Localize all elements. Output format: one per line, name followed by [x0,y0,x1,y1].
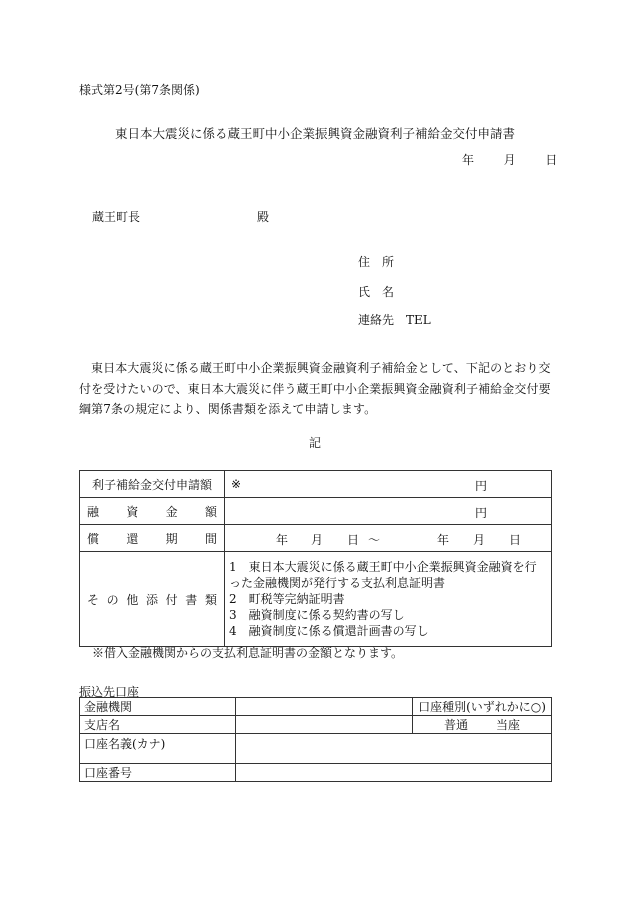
period-month-start: 月 [311,533,324,547]
transfer-account-title: 振込先口座 [79,685,140,699]
date-line [462,151,557,168]
label-char: 付 [165,592,178,607]
label-char: 添 [145,592,158,607]
account-number-field[interactable] [236,764,552,782]
list-item: 1 東日本大震災に係る蔵王町中小企業振興資金融資を行った金融機関が発行する支払利息証明書 [229,560,537,590]
branch-field[interactable] [236,716,413,734]
application-body-text: 東日本大震災に係る蔵王町中小企業振興資金融資利子補給金として、下記のとおり交付を受けたいので、東日本大震災に伴う蔵王町中小企業振興資金融資利子補給金交付要綱第7条の規定により、関係書類を添えて申請します。 [79,361,551,416]
label-char: そ [87,592,100,607]
period-tilde: ～ [368,533,381,547]
table-row [80,498,552,525]
addressee-name: 蔵王町長 [92,210,141,224]
account-type-label: 口座種別(いずれかに○) [413,698,552,716]
list-item: 3 融資制度に係る契約書の写し [229,608,405,622]
applicant-contact [358,311,431,328]
period-day-end: 日 [509,533,522,547]
application-detail-table [79,470,552,647]
branch-label: 支店名 [80,716,236,734]
label-char: 融 [87,504,100,519]
list-item: 2 町税等完納証明書 [229,592,345,606]
bank-label: 金融機関 [80,698,236,716]
account-type-options[interactable] [413,716,552,734]
yen-unit: 円 [475,506,488,520]
other-attachments-label [80,552,225,647]
request-amount-label: 利子補給金交付申請額 [80,471,225,498]
label-char: 書 [185,592,198,607]
list-item: 4 融資制度に係る償還計画書の写し [229,624,429,638]
account-type-current[interactable]: 当座 [496,718,521,732]
transfer-account-table [79,697,552,782]
date-day: 日 [545,153,558,167]
date-year: 年 [462,153,475,167]
table-row [80,552,552,647]
applicant-name-label: 氏 名 [358,285,395,299]
date-month: 月 [503,153,516,167]
table-row [80,716,552,734]
repayment-period-field[interactable] [225,525,552,552]
loan-amount-label [80,498,225,525]
request-amount-mark: ※ [231,477,242,491]
label-char: 類 [204,592,217,607]
footnote: ※借入金融機関からの支払利息証明書の金額となります。 [92,646,404,660]
table-row [80,698,552,716]
document-title: 東日本大震災に係る蔵王町中小企業振興資金融資利子補給金交付申請書 [114,126,515,141]
applicant-tel-label: TEL [406,313,431,327]
applicant-address-label: 住 所 [358,255,395,269]
repayment-period-label [80,525,225,552]
label-char: 還 [126,531,139,546]
period-year-end: 年 [437,533,450,547]
label-char: 金 [165,504,178,519]
ki-heading: 記 [308,436,321,450]
table-row [80,525,552,552]
period-month-end: 月 [473,533,486,547]
account-type-ordinary[interactable]: 普通 [443,718,468,732]
table-row [80,471,552,498]
request-amount-field[interactable] [225,471,552,498]
label-char: 他 [126,592,139,607]
table-row [80,734,552,764]
yen-unit: 円 [475,479,488,493]
period-year-start: 年 [276,533,289,547]
loan-amount-field[interactable] [225,498,552,525]
account-number-label: 口座番号 [80,764,236,782]
period-day-start: 日 [347,533,360,547]
label-char: 間 [204,531,217,546]
label-char: 額 [204,504,217,519]
label-char: の [106,592,119,607]
form-number: 様式第2号(第7条関係) [79,83,200,97]
attachments-list [225,552,552,647]
addressee-honorific: 殿 [257,210,270,224]
applicant-contact-label: 連絡先 [358,313,395,327]
label-char: 償 [87,531,100,546]
account-holder-label: 口座名義(カナ) [80,734,236,764]
label-char: 期 [165,531,178,546]
label-char: 資 [126,504,139,519]
table-row [80,764,552,782]
account-holder-field[interactable] [236,734,552,764]
bank-field[interactable] [236,698,413,716]
